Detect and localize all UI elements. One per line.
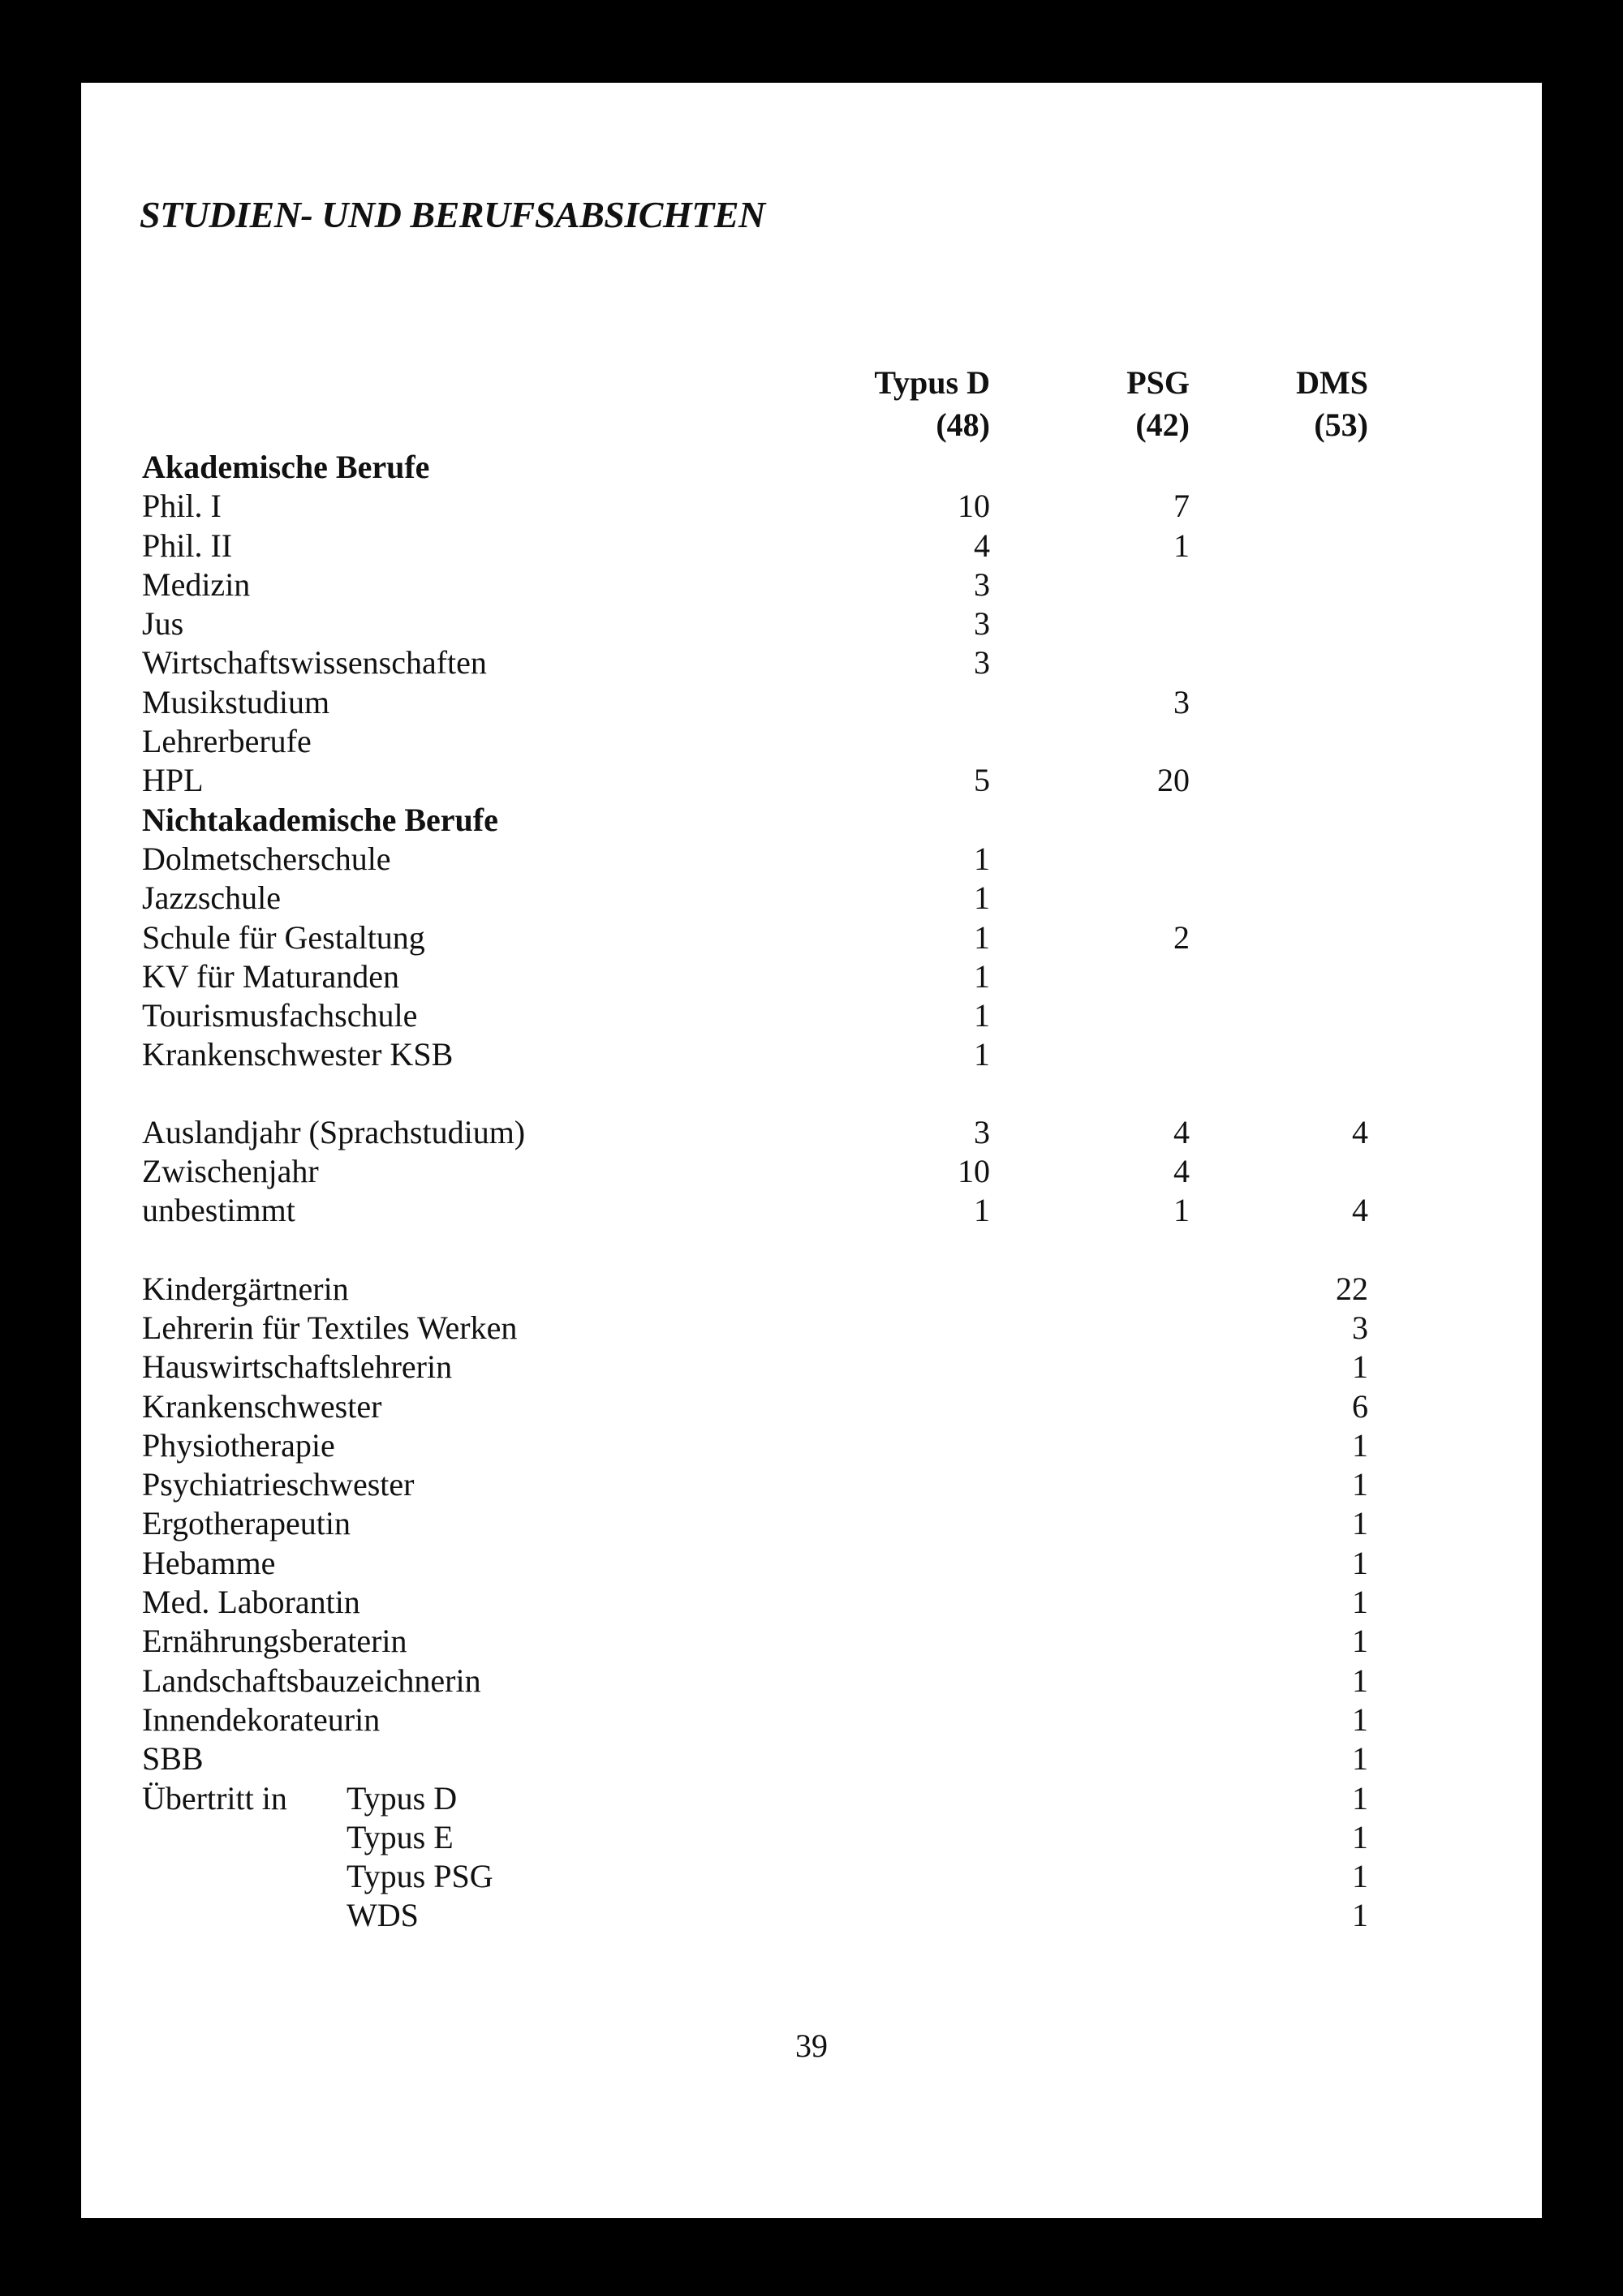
value-typus-d: 10 <box>958 1153 990 1189</box>
value-psg: 20 <box>1157 762 1190 798</box>
row-label: KV für Maturanden <box>142 958 399 995</box>
row-label: Zwischenjahr <box>142 1153 319 1189</box>
table-row <box>0 1779 1623 1818</box>
table-row <box>0 1270 1623 1309</box>
row-label: Med. Laborantin <box>142 1584 360 1620</box>
value-typus-d: 5 <box>974 762 990 798</box>
value-typus-d: 1 <box>974 841 990 877</box>
value-psg: 4 <box>1173 1153 1190 1189</box>
row-label: Innendekorateurin <box>142 1701 381 1738</box>
row-label: HPL <box>142 762 204 798</box>
value-typus-d: 1 <box>974 1192 990 1228</box>
row-label: Jazzschule <box>142 879 282 916</box>
value-dms: 1 <box>1352 1545 1368 1581</box>
row-label: Musikstudium <box>142 684 330 720</box>
value-typus-d: 1 <box>974 879 990 916</box>
value-typus-d: 3 <box>974 605 990 642</box>
row-label: SBB <box>142 1740 204 1777</box>
row-label: Lehrerin für Textiles Werken <box>142 1309 518 1346</box>
row-sublabel: Typus D <box>347 1780 458 1817</box>
value-typus-d: 3 <box>974 644 990 681</box>
value-psg: 7 <box>1173 488 1190 524</box>
table-row <box>0 1583 1623 1622</box>
table-row <box>0 1504 1623 1543</box>
value-dms: 1 <box>1352 1584 1368 1620</box>
row-label: Physiotherapie <box>142 1427 335 1464</box>
table-row <box>0 1035 1623 1074</box>
value-dms: 1 <box>1352 1623 1368 1659</box>
value-dms: 3 <box>1352 1309 1368 1346</box>
table-row <box>0 722 1623 761</box>
value-psg: 2 <box>1173 919 1190 956</box>
column-count-typus-d: (48) <box>936 406 990 443</box>
table-row <box>0 604 1623 643</box>
table-row <box>0 1818 1623 1857</box>
table-row <box>0 996 1623 1035</box>
row-label: Krankenschwester <box>142 1388 382 1425</box>
row-label: Tourismusfachschule <box>142 997 418 1034</box>
value-typus-d: 1 <box>974 1036 990 1073</box>
value-dms: 4 <box>1352 1114 1368 1150</box>
value-dms: 1 <box>1352 1466 1368 1503</box>
table-row <box>0 1739 1623 1778</box>
row-sublabel: Typus E <box>347 1819 454 1855</box>
value-dms: 1 <box>1352 1348 1368 1385</box>
value-typus-d: 3 <box>974 566 990 603</box>
table-row <box>0 918 1623 957</box>
table-row <box>0 1857 1623 1896</box>
table-row <box>0 1309 1623 1348</box>
table-row <box>0 1191 1623 1230</box>
section-heading-row <box>0 448 1623 487</box>
row-label: Medizin <box>142 566 251 603</box>
value-dms: 22 <box>1336 1271 1368 1307</box>
column-count-psg: (42) <box>1135 406 1190 443</box>
table-row <box>0 957 1623 996</box>
row-label: Hebamme <box>142 1545 276 1581</box>
table-row <box>0 1701 1623 1739</box>
table-row <box>0 1544 1623 1583</box>
value-dms: 1 <box>1352 1505 1368 1541</box>
row-label: Ergotherapeutin <box>142 1505 351 1541</box>
value-dms: 1 <box>1352 1897 1368 1933</box>
table-row <box>0 1348 1623 1387</box>
value-psg: 3 <box>1173 684 1190 720</box>
value-dms: 4 <box>1352 1192 1368 1228</box>
section-heading-row <box>0 801 1623 840</box>
row-label: Schule für Gestaltung <box>142 919 425 956</box>
table-row <box>0 1387 1623 1426</box>
table-row <box>0 1152 1623 1191</box>
value-dms: 1 <box>1352 1740 1368 1777</box>
value-dms: 1 <box>1352 1858 1368 1894</box>
value-dms: 1 <box>1352 1780 1368 1817</box>
table-row <box>0 1465 1623 1504</box>
row-sublabel: WDS <box>347 1897 419 1933</box>
section-heading: Akademische Berufe <box>142 449 430 485</box>
value-typus-d: 3 <box>974 1114 990 1150</box>
table-row <box>0 1896 1623 1935</box>
row-label: Auslandjahr (Sprachstudium) <box>142 1114 526 1150</box>
row-label: Phil. II <box>142 527 233 564</box>
table-row <box>0 683 1623 722</box>
value-dms: 1 <box>1352 1819 1368 1855</box>
table-row <box>0 879 1623 918</box>
row-label: Phil. I <box>142 488 222 524</box>
value-typus-d: 1 <box>974 997 990 1034</box>
row-label: Krankenschwester KSB <box>142 1036 454 1073</box>
value-typus-d: 1 <box>974 919 990 956</box>
row-label: Lehrerberufe <box>142 723 312 759</box>
row-label: Jus <box>142 605 184 642</box>
value-dms: 6 <box>1352 1388 1368 1425</box>
row-label: Hauswirtschaftslehrerin <box>142 1348 453 1385</box>
table-row <box>0 527 1623 565</box>
column-header-typus-d: Typus D <box>874 364 990 401</box>
value-psg: 1 <box>1173 527 1190 564</box>
table-row <box>0 1662 1623 1701</box>
value-typus-d: 1 <box>974 958 990 995</box>
row-label: Ernährungsberaterin <box>142 1623 407 1659</box>
value-dms: 1 <box>1352 1427 1368 1464</box>
value-psg: 1 <box>1173 1192 1190 1228</box>
row-label: unbestimmt <box>142 1192 295 1228</box>
page-title: STUDIEN- UND BERUFSABSICHTEN <box>140 194 765 235</box>
row-label: Kindergärtnerin <box>142 1271 349 1307</box>
table-row <box>0 643 1623 682</box>
table-row <box>0 840 1623 879</box>
value-psg: 4 <box>1173 1114 1190 1150</box>
row-label: Landschaftsbauzeichnerin <box>142 1662 481 1699</box>
column-count-dms: (53) <box>1314 406 1368 443</box>
section-heading: Nichtakademische Berufe <box>142 802 498 838</box>
column-header-psg: PSG <box>1126 364 1190 401</box>
page-number: 39 <box>795 2027 828 2064</box>
value-dms: 1 <box>1352 1662 1368 1699</box>
table-row <box>0 761 1623 800</box>
row-label: Psychiatrieschwester <box>142 1466 415 1503</box>
value-typus-d: 4 <box>974 527 990 564</box>
column-header-dms: DMS <box>1296 364 1368 401</box>
value-typus-d: 10 <box>958 488 990 524</box>
table-row <box>0 565 1623 604</box>
table-row <box>0 1426 1623 1465</box>
row-label: Dolmetscherschule <box>142 841 391 877</box>
row-sublabel: Typus PSG <box>347 1858 493 1894</box>
table-row <box>0 487 1623 526</box>
row-label: Übertritt in <box>142 1780 287 1817</box>
value-dms: 1 <box>1352 1701 1368 1738</box>
table-row <box>0 1622 1623 1661</box>
table-row <box>0 1113 1623 1152</box>
row-label: Wirtschaftswissenschaften <box>142 644 487 681</box>
